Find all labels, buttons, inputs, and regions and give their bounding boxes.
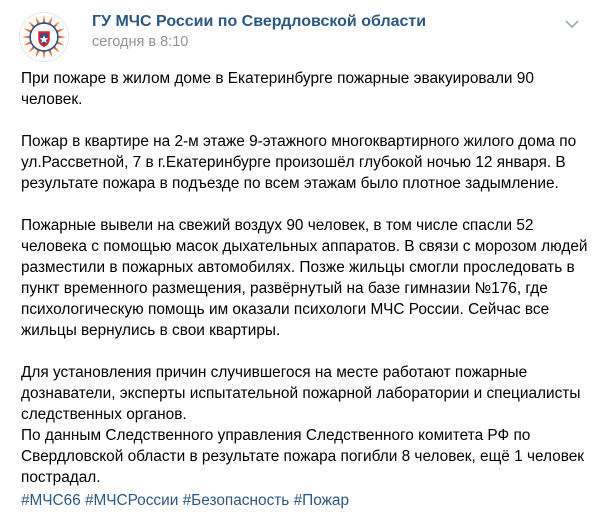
text-line: разместили в пожарных автомобилях. Позже жильцы смогли проследовать в: [21, 259, 575, 276]
post-text: [21, 68, 593, 488]
paragraph: [21, 131, 593, 194]
post-menu-button[interactable]: [560, 14, 584, 34]
text-line: пострадал.: [21, 469, 101, 486]
text-line: человек.: [21, 91, 83, 108]
hashtag-link[interactable]: #МЧСРоссии: [84, 492, 179, 509]
text-line: пункт временного размещения, развёрнутый на базе гимназии №176, где: [21, 280, 548, 297]
post-date[interactable]: сегодня в 8:10: [92, 34, 189, 50]
hashtag-list: [21, 490, 349, 511]
text-line: следственных органов.: [21, 406, 187, 423]
text-line: дознаватели, эксперты испытательной пожарной лаборатории и специалисты: [21, 385, 581, 402]
text-line: психологическую помощь им оказали психологи МЧС России. Сейчас все: [21, 301, 550, 318]
text-line: Для установления причин случившегося на месте работают пожарные: [21, 364, 528, 381]
chevron-down-icon: [565, 20, 579, 29]
author-avatar[interactable]: [19, 12, 69, 62]
emblem-icon: [20, 13, 68, 61]
author-name[interactable]: ГУ МЧС России по Свердловской области: [92, 13, 427, 30]
text-line: жильцы вернулись в свои квартиры.: [21, 322, 281, 339]
text-line: По данным Следственного управления Следственного комитета РФ по: [21, 427, 531, 444]
hashtag-link[interactable]: #Пожар: [293, 492, 350, 509]
text-line: Свердловской области в результате пожара погибли 8 человек, ещё 1 человек: [21, 448, 585, 465]
text-line: ул.Рассветной, 7 в г.Екатеринбурге произошёл глубокой ночью 12 января. В: [21, 154, 566, 171]
paragraph: [21, 215, 593, 341]
paragraph: [21, 68, 593, 110]
text-line: Пожар в квартире на 2-м этаже 9-этажного многоквартирного жилого дома по: [21, 133, 577, 150]
text-line: Пожарные вывели на свежий воздух 90 человек, в том числе спасли 52: [21, 217, 534, 234]
paragraph: [21, 362, 593, 488]
text-line: При пожаре в жилом доме в Екатеринбурге пожарные эвакуировали 90: [21, 70, 534, 87]
text-line: результате пожара в подъезде по всем этажам было плотное задымление.: [21, 175, 559, 192]
hashtag-link[interactable]: #Безопасность: [182, 492, 290, 509]
text-line: человека с помощью масок дыхательных аппаратов. В связи с морозом людей: [21, 238, 588, 255]
hashtag-link[interactable]: #МЧС66: [21, 492, 81, 509]
